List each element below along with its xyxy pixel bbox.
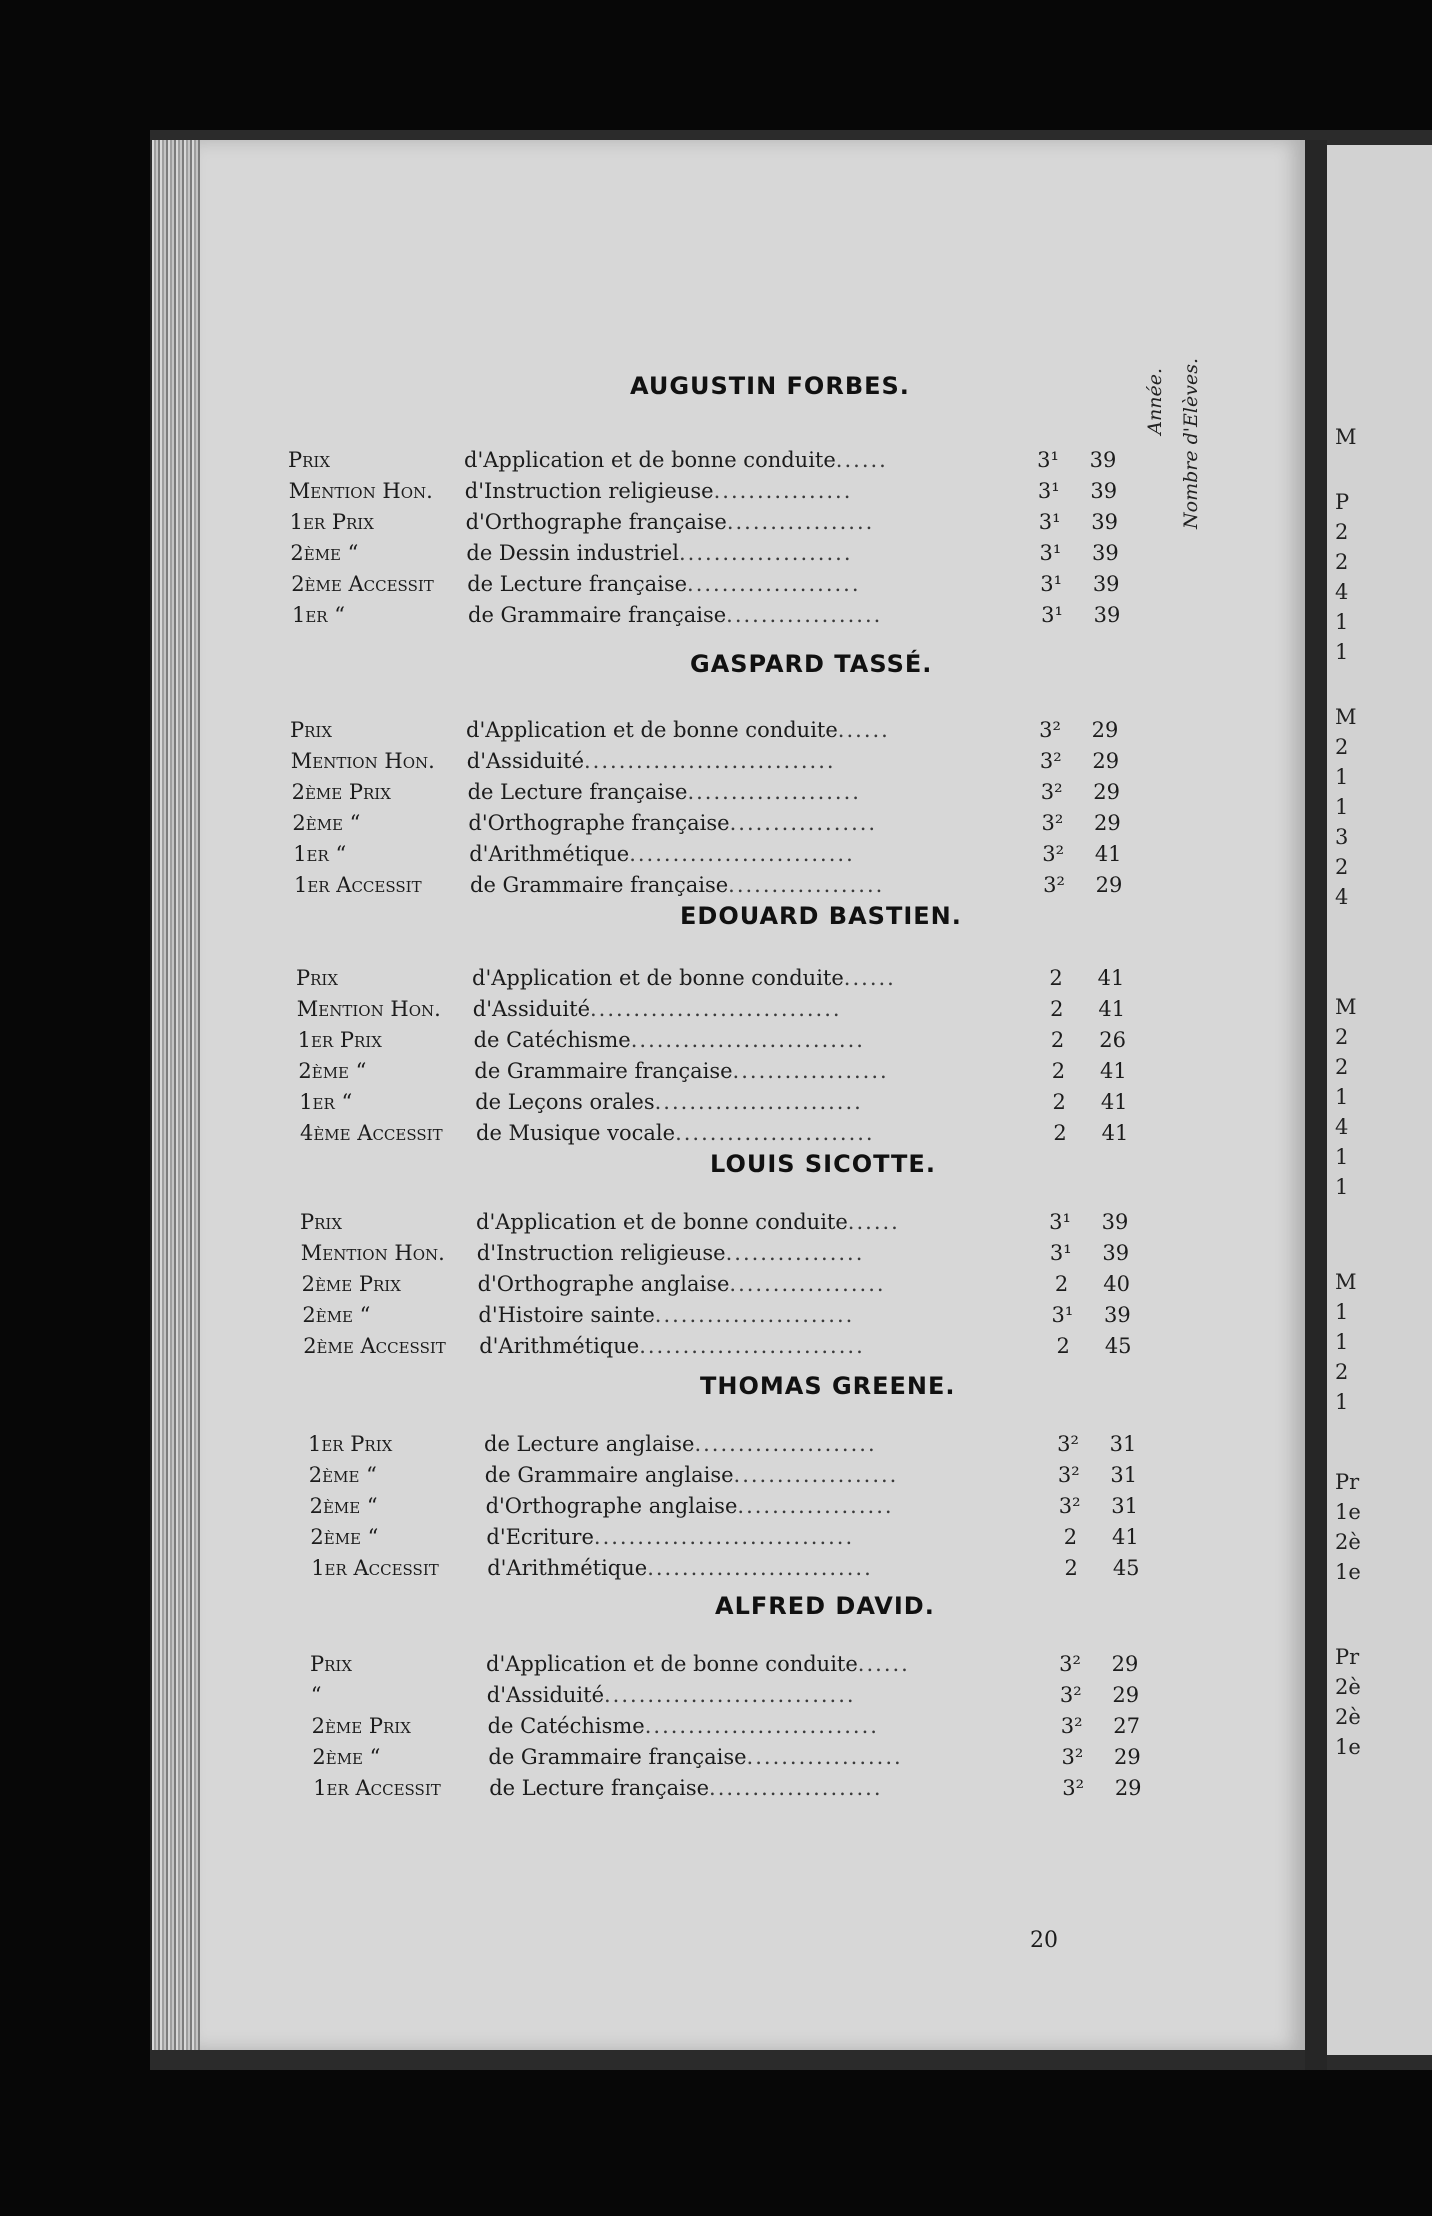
award-label: 2ème Accessit: [291, 572, 434, 596]
award-row: [290, 718, 1170, 749]
facing-page-text-fragment: 2: [1335, 520, 1349, 544]
subject-text: d'Instruction religieuse: [476, 1241, 726, 1265]
student-count: 41: [1094, 842, 1122, 866]
subject-text: d'Assiduité: [486, 1683, 604, 1707]
leader-dots: ......: [837, 718, 890, 742]
subject-text: de Grammaire française: [470, 873, 729, 897]
leader-dots: ..............................: [593, 1525, 855, 1549]
subject-description: [466, 718, 1024, 742]
year-value: 3²: [1061, 1745, 1084, 1769]
facing-page-text-fragment: 2è: [1335, 1530, 1361, 1554]
student-count: 31: [1110, 1463, 1138, 1487]
subject-text: d'Assiduité: [472, 997, 590, 1021]
facing-page-text-fragment: 1: [1335, 1330, 1349, 1354]
leader-dots: .......................: [675, 1121, 875, 1145]
facing-page-text-fragment: 2: [1335, 1055, 1349, 1079]
subject-description: [487, 1683, 1045, 1707]
award-label: 4ème Accessit: [300, 1121, 443, 1145]
subject-text: d'Ecriture: [486, 1525, 594, 1549]
year-value: 3²: [1060, 1714, 1083, 1738]
award-label: 1er “: [293, 842, 347, 866]
award-label: 1er Prix: [297, 1028, 382, 1052]
facing-page-text-fragment: Pr: [1335, 1645, 1360, 1669]
leader-dots: ........................: [654, 1090, 863, 1114]
award-label: 2ème “: [312, 1745, 381, 1769]
facing-page-text-fragment: M: [1335, 1270, 1357, 1294]
award-label: 1er “: [292, 603, 346, 627]
award-row: [311, 1556, 1191, 1587]
subject-description: [473, 997, 1031, 1021]
student-count: 31: [1109, 1432, 1137, 1456]
left-page: [200, 140, 1305, 2050]
award-label: Prix: [290, 718, 333, 742]
award-row: [298, 1028, 1178, 1059]
leader-dots: ..........................: [647, 1556, 873, 1580]
subject-text: de Lecture française: [489, 1776, 710, 1800]
award-row: [298, 1059, 1178, 1090]
award-row: [303, 1334, 1183, 1365]
leader-dots: ................: [713, 479, 853, 503]
subject-description: [474, 1059, 1032, 1083]
award-label: 1er Prix: [289, 510, 374, 534]
student-name-heading: AUGUSTIN FORBES.: [630, 372, 910, 400]
subject-description: [478, 1272, 1036, 1296]
subject-description: [465, 479, 1023, 503]
leader-dots: ......: [835, 448, 888, 472]
year-value: 3¹: [1038, 510, 1061, 534]
facing-page-text-fragment: 1: [1335, 1390, 1349, 1414]
leader-dots: ..................: [732, 1059, 889, 1083]
facing-page-text-fragment: 3: [1335, 825, 1349, 849]
leader-dots: .............................: [584, 749, 836, 773]
year-value: 3¹: [1051, 1303, 1074, 1327]
year-value: 3¹: [1049, 1210, 1071, 1234]
award-label: 2ème “: [292, 811, 361, 835]
student-count: 27: [1113, 1714, 1140, 1738]
page-edges: [152, 140, 204, 2050]
year-value: 2: [1053, 1121, 1067, 1145]
award-row: [291, 749, 1171, 780]
year-value: 3¹: [1039, 541, 1062, 565]
award-label: Prix: [310, 1652, 353, 1676]
subject-description: [466, 541, 1024, 565]
year-value: 2: [1050, 997, 1064, 1021]
award-label: 2ème “: [310, 1525, 379, 1549]
facing-page-text-fragment: 1e: [1335, 1560, 1361, 1584]
student-count: 29: [1092, 749, 1120, 773]
student-count: 39: [1104, 1303, 1131, 1327]
subject-text: de Lecture anglaise: [484, 1432, 695, 1456]
subject-text: d'Arithmétique: [479, 1334, 640, 1358]
facing-page-text-fragment: 1: [1335, 640, 1349, 664]
subject-description: [476, 1121, 1034, 1145]
award-row: [297, 997, 1177, 1028]
award-label: 2ème Accessit: [303, 1334, 446, 1358]
year-value: 3¹: [1037, 479, 1060, 503]
subject-text: de Leçons orales: [475, 1090, 655, 1114]
leader-dots: ..................: [728, 873, 885, 897]
year-value: 3²: [1039, 718, 1061, 742]
year-value: 3²: [1059, 1683, 1082, 1707]
subject-description: [467, 572, 1025, 596]
award-label: Prix: [296, 966, 339, 990]
leader-dots: ...........................: [630, 1028, 865, 1052]
facing-page-text-fragment: Pr: [1335, 1470, 1360, 1494]
award-row: [288, 448, 1168, 479]
year-value: 2: [1056, 1334, 1070, 1358]
facing-page-text-fragment: P: [1335, 490, 1350, 514]
student-count: 39: [1090, 479, 1118, 503]
subject-description: [478, 1303, 1036, 1327]
award-label: Mention Hon.: [288, 479, 433, 503]
subject-description: [477, 1241, 1035, 1265]
student-count: 41: [1098, 997, 1126, 1021]
award-row: [302, 1303, 1182, 1334]
student-count: 29: [1112, 1683, 1140, 1707]
subject-text: de Dessin industriel: [466, 541, 679, 565]
year-value: 3¹: [1041, 603, 1063, 627]
award-label: 2ème Prix: [301, 1272, 401, 1296]
leader-dots: ................: [725, 1241, 865, 1265]
subject-description: [476, 1210, 1034, 1234]
student-count: 29: [1114, 1776, 1142, 1800]
student-count: 41: [1101, 1121, 1129, 1145]
page-number: 20: [1030, 1928, 1058, 1953]
year-value: 3²: [1043, 873, 1065, 897]
award-row: [308, 1432, 1188, 1463]
student-count: 41: [1112, 1525, 1139, 1549]
award-label: “: [310, 1683, 322, 1707]
award-label: 1er Accessit: [313, 1776, 441, 1800]
leader-dots: ......: [843, 966, 896, 990]
leader-dots: ..................: [737, 1494, 894, 1518]
leader-dots: .............................: [590, 997, 842, 1021]
year-value: 2: [1052, 1090, 1066, 1114]
facing-page-text-fragment: 2è: [1335, 1675, 1361, 1699]
leader-dots: ...................: [733, 1463, 899, 1487]
facing-page-text-fragment: 1: [1335, 1175, 1349, 1199]
subject-description: [470, 873, 1028, 897]
subject-text: de Musique vocale: [476, 1121, 676, 1145]
subject-text: d'Histoire sainte: [478, 1303, 655, 1327]
facing-page-text-fragment: 4: [1335, 1115, 1349, 1139]
award-row: [313, 1776, 1193, 1807]
facing-page-text-fragment: 1: [1335, 795, 1349, 819]
student-name-heading: GASPARD TASSÉ.: [690, 650, 933, 678]
year-value: 3²: [1039, 749, 1062, 773]
year-value: 3²: [1042, 842, 1065, 866]
award-label: 2ème “: [298, 1059, 367, 1083]
student-count: 41: [1100, 1090, 1128, 1114]
student-count: 40: [1103, 1272, 1130, 1296]
leader-dots: ....................: [709, 1776, 883, 1800]
facing-page-text-fragment: 2: [1335, 855, 1349, 879]
leader-dots: .................: [729, 811, 878, 835]
year-value: 3¹: [1040, 572, 1063, 596]
year-value: 3²: [1062, 1776, 1085, 1800]
leader-dots: ....................: [687, 780, 861, 804]
facing-page-text-fragment: 1: [1335, 610, 1349, 634]
award-label: Prix: [300, 1210, 343, 1234]
student-count: 39: [1093, 603, 1121, 627]
facing-page-text-fragment: 2: [1335, 1360, 1349, 1384]
student-count: 29: [1095, 873, 1123, 897]
student-count: 39: [1089, 448, 1117, 472]
award-row: [289, 479, 1169, 510]
facing-page-text-fragment: 4: [1335, 885, 1349, 909]
leader-dots: ..........................: [639, 1334, 865, 1358]
leader-dots: .................: [726, 510, 875, 534]
student-count: 45: [1104, 1334, 1132, 1358]
subject-text: d'Orthographe française: [468, 811, 730, 835]
student-count: 29: [1093, 780, 1120, 804]
facing-page-text-fragment: 2: [1335, 1025, 1349, 1049]
subject-description: [489, 1776, 1047, 1800]
year-value: 3²: [1058, 1494, 1081, 1518]
student-count: 29: [1111, 1652, 1139, 1676]
subject-text: de Catéchisme: [487, 1714, 645, 1738]
student-name-heading: ALFRED DAVID.: [715, 1592, 935, 1620]
student-count: 31: [1111, 1494, 1138, 1518]
award-row: [311, 1683, 1191, 1714]
award-row: [300, 1121, 1180, 1152]
student-count: 45: [1112, 1556, 1140, 1580]
student-count: 39: [1092, 572, 1120, 596]
facing-page-text-fragment: 2è: [1335, 1705, 1361, 1729]
leader-dots: .......................: [654, 1303, 855, 1327]
facing-page-text-fragment: 2: [1335, 550, 1349, 574]
award-label: Mention Hon.: [290, 749, 435, 773]
facing-page-text-fragment: 1: [1335, 1300, 1349, 1324]
facing-page-text-fragment: M: [1335, 995, 1357, 1019]
facing-page-text-fragment: 4: [1335, 580, 1349, 604]
student-count: 39: [1091, 510, 1118, 534]
subject-description: [488, 1714, 1046, 1738]
award-row: [291, 572, 1171, 603]
award-label: 1er Accessit: [311, 1556, 439, 1580]
award-label: 2ème Prix: [311, 1714, 411, 1738]
student-count: 29: [1091, 718, 1119, 742]
award-row: [309, 1463, 1189, 1494]
award-row: [302, 1272, 1182, 1303]
subject-description: [464, 448, 1022, 472]
facing-page-text-fragment: 2: [1335, 735, 1349, 759]
subject-description: [485, 1463, 1043, 1487]
award-row: [310, 1525, 1190, 1556]
award-row: [299, 1090, 1179, 1121]
subject-text: d'Arithmétique: [487, 1556, 648, 1580]
subject-text: d'Application et de bonne conduite: [466, 718, 838, 742]
award-row: [294, 873, 1174, 904]
student-name-heading: LOUIS SICOTTE.: [710, 1150, 936, 1178]
facing-page-text-fragment: 1e: [1335, 1735, 1361, 1759]
award-row: [301, 1241, 1181, 1272]
subject-text: de Lecture française: [467, 572, 688, 596]
leader-dots: ....................: [687, 572, 861, 596]
subject-text: de Catéchisme: [473, 1028, 631, 1052]
award-label: 1er “: [299, 1090, 353, 1114]
subject-text: de Lecture française: [467, 780, 688, 804]
leader-dots: ......: [857, 1652, 910, 1676]
award-row: [290, 541, 1170, 572]
award-row: [296, 966, 1176, 997]
subject-description: [474, 1028, 1032, 1052]
year-value: 3¹: [1049, 1241, 1072, 1265]
leader-dots: ....................: [679, 541, 853, 565]
subject-description: [486, 1652, 1044, 1676]
facing-page-text-fragment: 1: [1335, 1085, 1349, 1109]
leader-dots: ..........................: [629, 842, 855, 866]
book-gutter: [1305, 140, 1327, 2070]
subject-text: d'Instruction religieuse: [464, 479, 714, 503]
subject-description: [467, 749, 1025, 773]
leader-dots: .....................: [694, 1432, 877, 1456]
leader-dots: .............................: [604, 1683, 856, 1707]
award-row: [290, 510, 1170, 541]
student-count: 39: [1092, 541, 1119, 565]
year-value: 3²: [1040, 780, 1063, 804]
award-row: [310, 1652, 1190, 1683]
student-name-heading: EDOUARD BASTIEN.: [680, 902, 962, 930]
award-label: 1er Prix: [308, 1432, 393, 1456]
subject-text: d'Application et de bonne conduite: [486, 1652, 858, 1676]
year-value: 2: [1050, 1028, 1065, 1052]
subject-description: [469, 842, 1027, 866]
student-count: 39: [1101, 1210, 1129, 1234]
student-count: 29: [1094, 811, 1121, 835]
student-count: 29: [1114, 1745, 1141, 1769]
award-row: [300, 1210, 1180, 1241]
award-label: 2ème “: [302, 1303, 371, 1327]
subject-text: de Grammaire française: [468, 603, 727, 627]
subject-text: de Grammaire française: [488, 1745, 747, 1769]
year-value: 3²: [1059, 1652, 1081, 1676]
subject-text: d'Assiduité: [466, 749, 584, 773]
leader-dots: ......: [847, 1210, 900, 1234]
award-label: 1er Accessit: [294, 873, 422, 897]
subject-description: [466, 510, 1024, 534]
student-name-heading: THOMAS GREENE.: [700, 1372, 956, 1400]
leader-dots: ..................: [726, 603, 883, 627]
subject-text: d'Orthographe anglaise: [477, 1272, 730, 1296]
award-label: Mention Hon.: [300, 1241, 445, 1265]
award-label: 2ème Prix: [291, 780, 391, 804]
year-value: 2: [1049, 966, 1063, 990]
award-label: Prix: [288, 448, 331, 472]
facing-page-fragment: [1327, 145, 1432, 2055]
subject-description: [484, 1432, 1042, 1456]
year-value: 3²: [1041, 811, 1064, 835]
award-row: [292, 603, 1172, 634]
student-count: 39: [1102, 1241, 1130, 1265]
award-label: Mention Hon.: [296, 997, 441, 1021]
column-header-year: Année.: [1144, 368, 1166, 435]
year-value: 3²: [1057, 1463, 1080, 1487]
leader-dots: ...........................: [644, 1714, 879, 1738]
facing-page-text-fragment: 1: [1335, 765, 1349, 789]
award-row: [312, 1745, 1192, 1776]
award-label: 2ème “: [308, 1463, 377, 1487]
award-row: [310, 1494, 1190, 1525]
subject-description: [472, 966, 1030, 990]
subject-text: d'Application et de bonne conduite: [464, 448, 836, 472]
subject-description: [468, 603, 1026, 627]
award-row: [312, 1714, 1192, 1745]
facing-page-text-fragment: 1e: [1335, 1500, 1361, 1524]
year-value: 3²: [1057, 1432, 1079, 1456]
student-count: 41: [1097, 966, 1125, 990]
student-count: 41: [1100, 1059, 1127, 1083]
leader-dots: ..................: [746, 1745, 903, 1769]
subject-description: [468, 780, 1026, 804]
subject-text: d'Application et de bonne conduite: [472, 966, 844, 990]
facing-page-text-fragment: M: [1335, 705, 1357, 729]
award-row: [292, 780, 1172, 811]
year-value: 3¹: [1037, 448, 1059, 472]
facing-page-text-fragment: M: [1335, 425, 1357, 449]
leader-dots: ..................: [729, 1272, 886, 1296]
subject-text: d'Application et de bonne conduite: [476, 1210, 848, 1234]
subject-description: [468, 811, 1026, 835]
subject-description: [487, 1556, 1045, 1580]
subject-text: d'Orthographe française: [465, 510, 727, 534]
year-value: 2: [1063, 1525, 1078, 1549]
subject-description: [486, 1525, 1044, 1549]
subject-text: de Grammaire française: [474, 1059, 733, 1083]
award-row: [292, 811, 1172, 842]
subject-description: [479, 1334, 1037, 1358]
column-header-students: Nombre d'Elèves.: [1180, 358, 1202, 529]
student-count: 26: [1099, 1028, 1126, 1052]
subject-description: [486, 1494, 1044, 1518]
subject-text: d'Arithmétique: [469, 842, 630, 866]
year-value: 2: [1064, 1556, 1078, 1580]
year-value: 2: [1051, 1059, 1066, 1083]
award-label: 2ème “: [290, 541, 359, 565]
award-row: [293, 842, 1173, 873]
subject-description: [488, 1745, 1046, 1769]
subject-description: [475, 1090, 1033, 1114]
facing-page-text-fragment: 1: [1335, 1145, 1349, 1169]
subject-text: d'Orthographe anglaise: [485, 1494, 738, 1518]
award-label: 2ème “: [309, 1494, 378, 1518]
subject-text: de Grammaire anglaise: [484, 1463, 734, 1487]
year-value: 2: [1054, 1272, 1069, 1296]
